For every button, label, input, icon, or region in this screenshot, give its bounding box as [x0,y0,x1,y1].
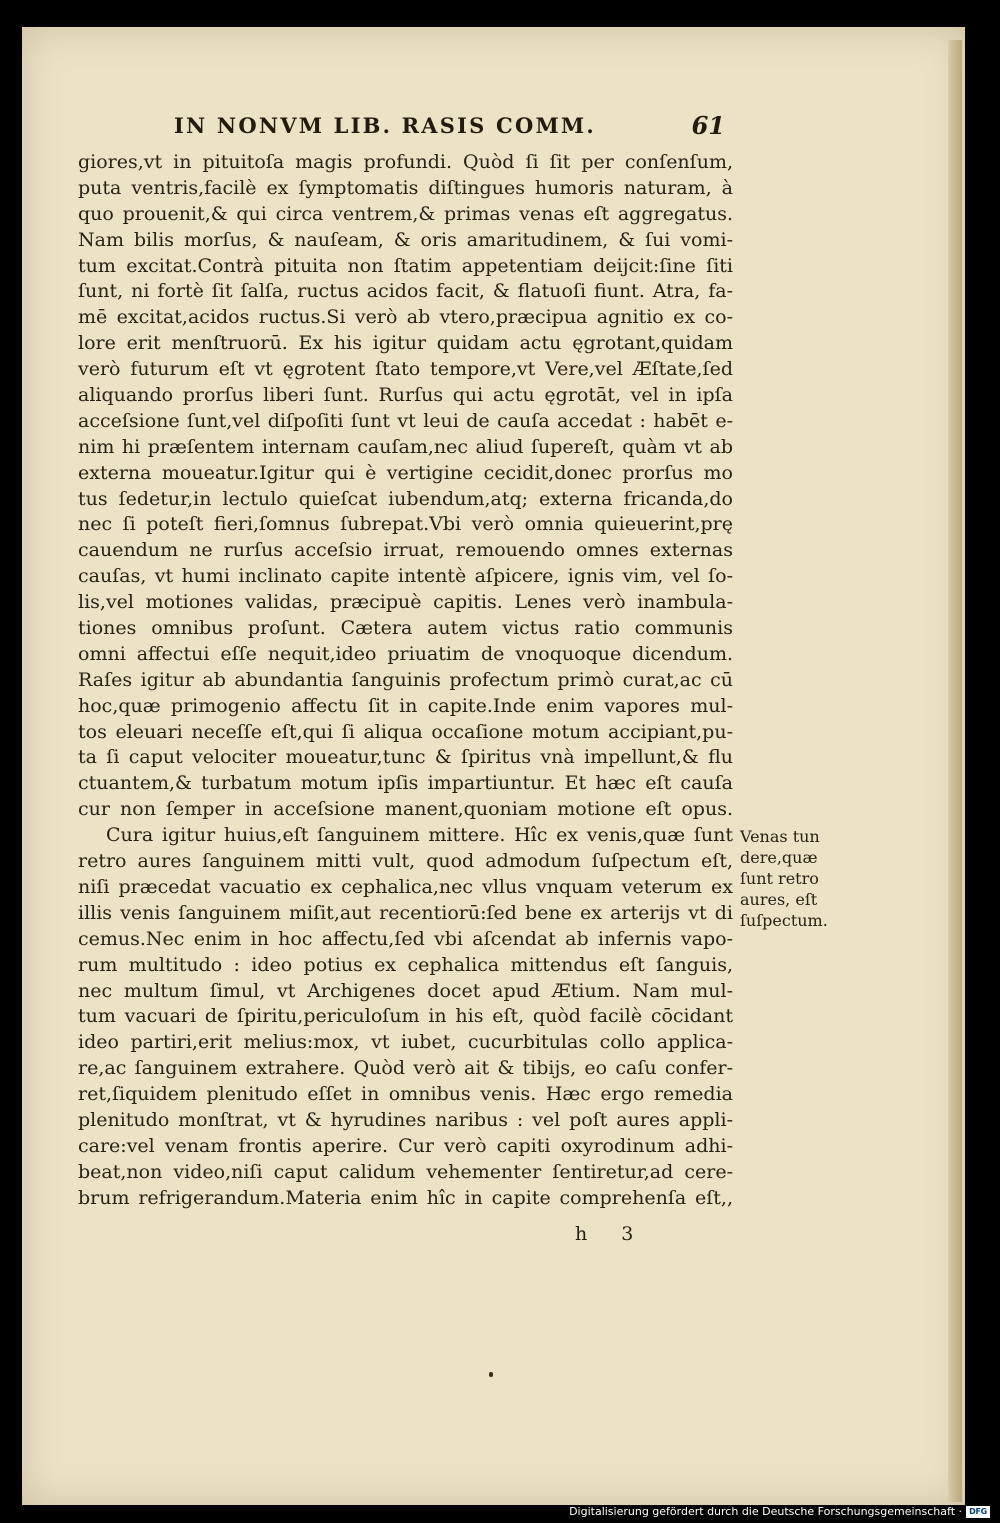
running-title: IN NONVM LIB. RASIS COMM. [174,113,596,138]
text-line: ret,ſiquidem plenitudo eſſet in omnibus venis. Hæc ergo remedia [78,1083,733,1106]
text-line: omni affectui eſſe nequit,ideo priuatim de vnoquoque dicendum. [78,642,733,665]
text-line: ſunt, ni fortè ſit ſalſa, ructus acidos facit, & flatuoſi fiunt. Atra, fa- [78,280,733,303]
text-line: verò futurum eſt vt ęgrotent ſtato tempore,vt Vere,vel Æſtate,ſed [78,358,733,381]
signature-mark: h 3 [575,1223,648,1245]
margin-note-line: dere,quæ [740,848,818,867]
text-line: beat,non video,niſi caput calidum vehementer ſentiretur,ad cere- [78,1160,733,1183]
text-line: tiones omnibus proſunt. Cætera autem victus ratio communis [78,617,733,640]
text-line: nec multum ſimul, vt Archigenes docet apud Ætium. Nam mul- [78,979,733,1002]
margin-note-line: aures, eſt [740,890,818,909]
text-line: acceſsione ſunt,vel diſpoſiti ſunt vt leui de cauſa accedat : habēt e- [78,409,733,432]
text-line: rum multitudo : ideo potius ex cephalica mittendus eſt ſanguis, [78,953,733,976]
text-line: nec ſi poteſt fieri,ſomnus ſubrepat.Vbi verò omnia quieuerint,prę [78,513,733,536]
text-line: care:vel venam frontis aperire. Cur verò capiti oxyrodinum adhi- [78,1134,733,1157]
text-line: illis venis ſanguinem miſit,aut recentiorū:ſed bene ex arterijs vt di [78,901,733,924]
text-line: ta ſi caput velociter moueatur,tunc & ſpiritus vnà impellunt,& flu [78,746,733,769]
text-line: Raſes igitur ab abundantia ſanguinis profectum primò curat,ac cū [78,668,733,691]
margin-note-line: ſuſpectum. [740,911,828,930]
marginal-note [740,826,850,931]
text-line: tos eleuari neceſſe eſt,qui ſi aliqua occaſione motum accipiant,pu- [78,720,733,743]
text-line: tus ſedetur,in lectulo quieſcat iubendum,atq; externa fricanda,do [78,487,733,510]
text-line: lis,vel motiones validas, præcipuè capitis. Lenes verò inambula- [78,591,733,614]
text-line: lore erit menſtruorū. Ex his igitur quidam actu ęgrotant,quidam [78,332,733,355]
text-line: quo prouenit,& qui circa ventrem,& primas venas eſt aggregatus. [78,202,733,225]
text-line: mē excitat,acidos ructus.Si verò ab vtero,præcipua agnitio ex co- [78,306,733,329]
text-line: cauſas, vt humi inclinato capite intentè aſpicere, ignis vim, vel ſo- [78,565,733,588]
text-line: tum vacuari de ſpiritu,periculoſum in his eſt, quòd facilè cōcidant [78,1005,733,1028]
text-line: giores,vt in pituitoſa magis profundi. Quòd ſi ſit per conſenſum, [78,151,733,173]
text-line: retro aures ſanguinem mitti vult, quod admodum ſuſpectum eſt, [78,850,733,873]
text-line: Nam bilis morſus, & nauſeam, & oris amaritudinem, & ſui vomi- [78,228,733,251]
text-line: nim hi præſentem internam cauſam,nec aliud ſupereſt, quàm vt ab [78,435,733,458]
margin-note-line: ſunt retro [740,869,819,888]
text-line: aliquando prorſus liberi ſunt. Rurſus qui actu ęgrotāt, vel in ipſa [78,384,733,407]
printer-dot [489,1372,493,1377]
text-line: hoc,quæ primogenio affectu ſit in capite.Inde enim vapores mul- [78,694,733,717]
text-line: brum refrigerandum.Materia enim hîc in capite comprehenſa eſt,, [78,1186,733,1209]
text-line: puta ventris,facilè ex ſymptomatis diſtingues humoris naturam, à [78,176,733,199]
text-line: re,ac ſanguinem extrahere. Quòd verò ait & tibijs, eo caſu confer- [78,1057,733,1080]
main-text-block [78,150,733,1212]
text-line: externa moueatur.Igitur qui è vertigine cecidit,donec prorſus mo [78,461,733,484]
text-line: Cura igitur huius,eſt ſanguinem mittere. Hîc ex venis,quæ ſunt [106,824,733,847]
text-line: cur non ſemper in acceſsione manent,quoniam motione eſt opus. [78,798,733,821]
margin-note-line: Venas tun [740,827,820,846]
text-line: tum excitat.Contrà pituita non ſtatim appetentiam deijcit:ſine ſiti [78,254,733,277]
text-line: niſi præcedat vacuatio ex cephalica,nec vllus vnquam veterum ex [78,875,733,898]
digitization-credit: Digitalisierung gefördert durch die Deutsche Forschungsgemeinschaft · [569,1505,962,1518]
text-line: cauendum ne rurſus acceſsio irruat, remouendo omnes externas [78,539,733,562]
page-edge [948,40,962,1502]
dfg-logo: DFG [966,1506,990,1518]
text-line: plenitudo monſtrat, vt & hyrudines naribus : vel poſt aures appli- [78,1108,733,1131]
text-line: cemus.Nec enim in hoc affectu,ſed vbi aſcendat ab infernis vapo- [78,927,733,950]
text-line: ideo partiri,erit melius:mox, vt iubet, cucurbitulas collo applica- [78,1031,733,1054]
folio-number: 61 [691,111,725,140]
text-line: ctuantem,& turbatum motum ipſis impartiuntur. Et hæc eſt cauſa [78,772,733,795]
